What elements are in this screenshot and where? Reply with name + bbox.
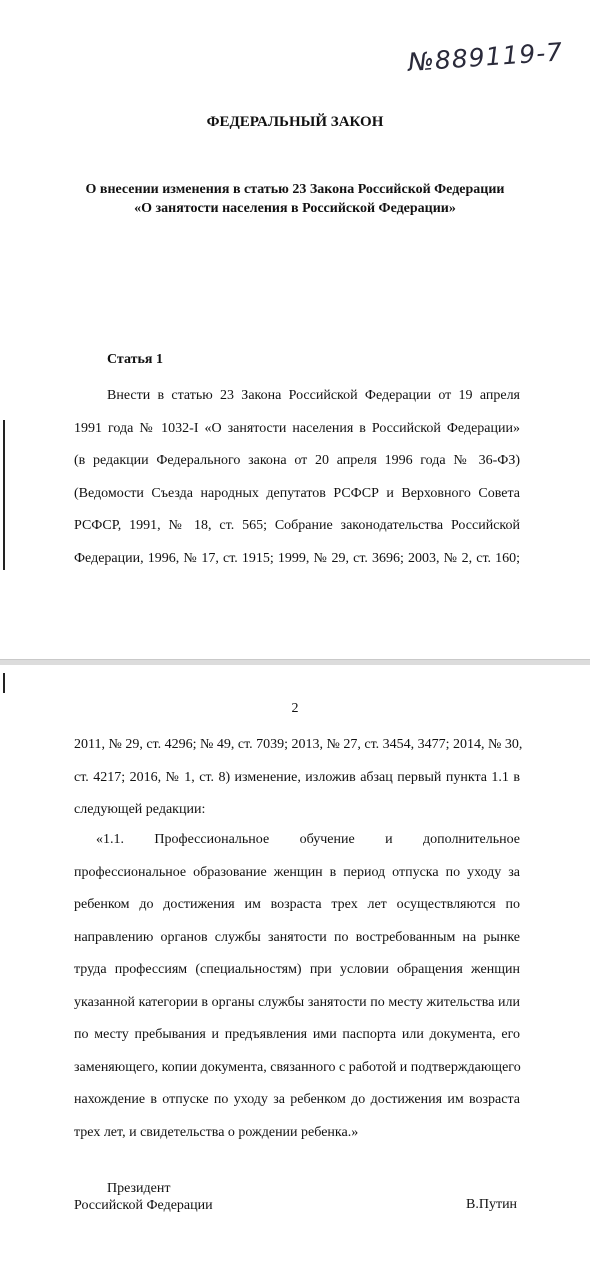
text-line: направлению органов службы занятости по востребованным на рынке <box>74 929 520 945</box>
document-page-2 <box>0 665 590 1280</box>
signatory-name: В.Путин <box>466 1197 518 1212</box>
article-heading: Статья 1 <box>107 352 163 367</box>
handwritten-registration-number: №889119-7 <box>406 37 565 77</box>
law-title-line-2: «О занятости населения в Российской Федерации» <box>134 201 456 216</box>
signatory-block <box>74 1180 213 1214</box>
text-line: профессиональное образование женщин в период отпуска по уходу за <box>74 864 520 880</box>
text-line: ст. 4217; 2016, № 1, ст. 8) изменение, изложив абзац первый пункта 1.1 в <box>74 769 520 785</box>
text-line: ребенком до достижения им возраста трех лет осуществляются по <box>74 897 520 912</box>
text-line: Федерации, 1996, № 17, ст. 1915; 1999, № 29, ст. 3696; 2003, № 2, ст. 160; <box>74 550 520 566</box>
text-line: 1991 года № 1032-I «О занятости населения в Российской Федерации» <box>74 420 520 436</box>
text-line: заменяющего, копии документа, связанного с работой и подтверждающего <box>74 1059 521 1075</box>
text-line: (Ведомости Съезда народных депутатов РСФСР и Верховного Совета <box>74 485 520 501</box>
article-body-page-2 <box>74 729 523 827</box>
text-line: 2011, № 29, ст. 4296; № 49, ст. 7039; 2013, № 27, ст. 3454, 3477; 2014, № 30, <box>74 737 523 752</box>
text-line: указанной категории в органы службы занятости по месту жительства или <box>74 994 520 1010</box>
text-line: Внести в статью 23 Закона Российской Федерации от 19 апреля <box>107 388 520 403</box>
law-type-heading: ФЕДЕРАЛЬНЫЙ ЗАКОН <box>206 114 384 130</box>
text-line: (в редакции Федерального закона от 20 апреля 1996 года № 36-ФЗ) <box>74 453 520 468</box>
text-line: трех лет, и свидетельства о рождении ребенка.» <box>74 1124 359 1140</box>
text-line: следующей редакции: <box>74 802 206 817</box>
scan-edge-mark <box>3 673 5 693</box>
text-line: по месту пребывания и предъявления ими паспорта или документа, его <box>74 1027 520 1042</box>
text-line: «1.1. Профессиональное обучение и дополнительное <box>96 832 520 847</box>
law-title <box>60 180 530 218</box>
quoted-paragraph <box>74 824 520 1149</box>
article-body-page-1 <box>74 380 520 575</box>
law-title-line-1: О внесении изменения в статью 23 Закона Российской Федерации <box>85 182 505 197</box>
text-line: труда профессиям (специальностям) при условии обращения женщин <box>74 962 520 977</box>
text-line: РСФСР, 1991, № 18, ст. 565; Собрание законодательства Российской <box>74 518 520 533</box>
text-line: нахождение в отпуске по уходу за ребенком до достижения им возраста <box>74 1092 520 1107</box>
signatory-country: Российской Федерации <box>74 1198 213 1213</box>
page-number: 2 <box>291 701 299 716</box>
signatory-title: Президент <box>107 1181 171 1196</box>
scan-edge-mark <box>3 420 5 570</box>
